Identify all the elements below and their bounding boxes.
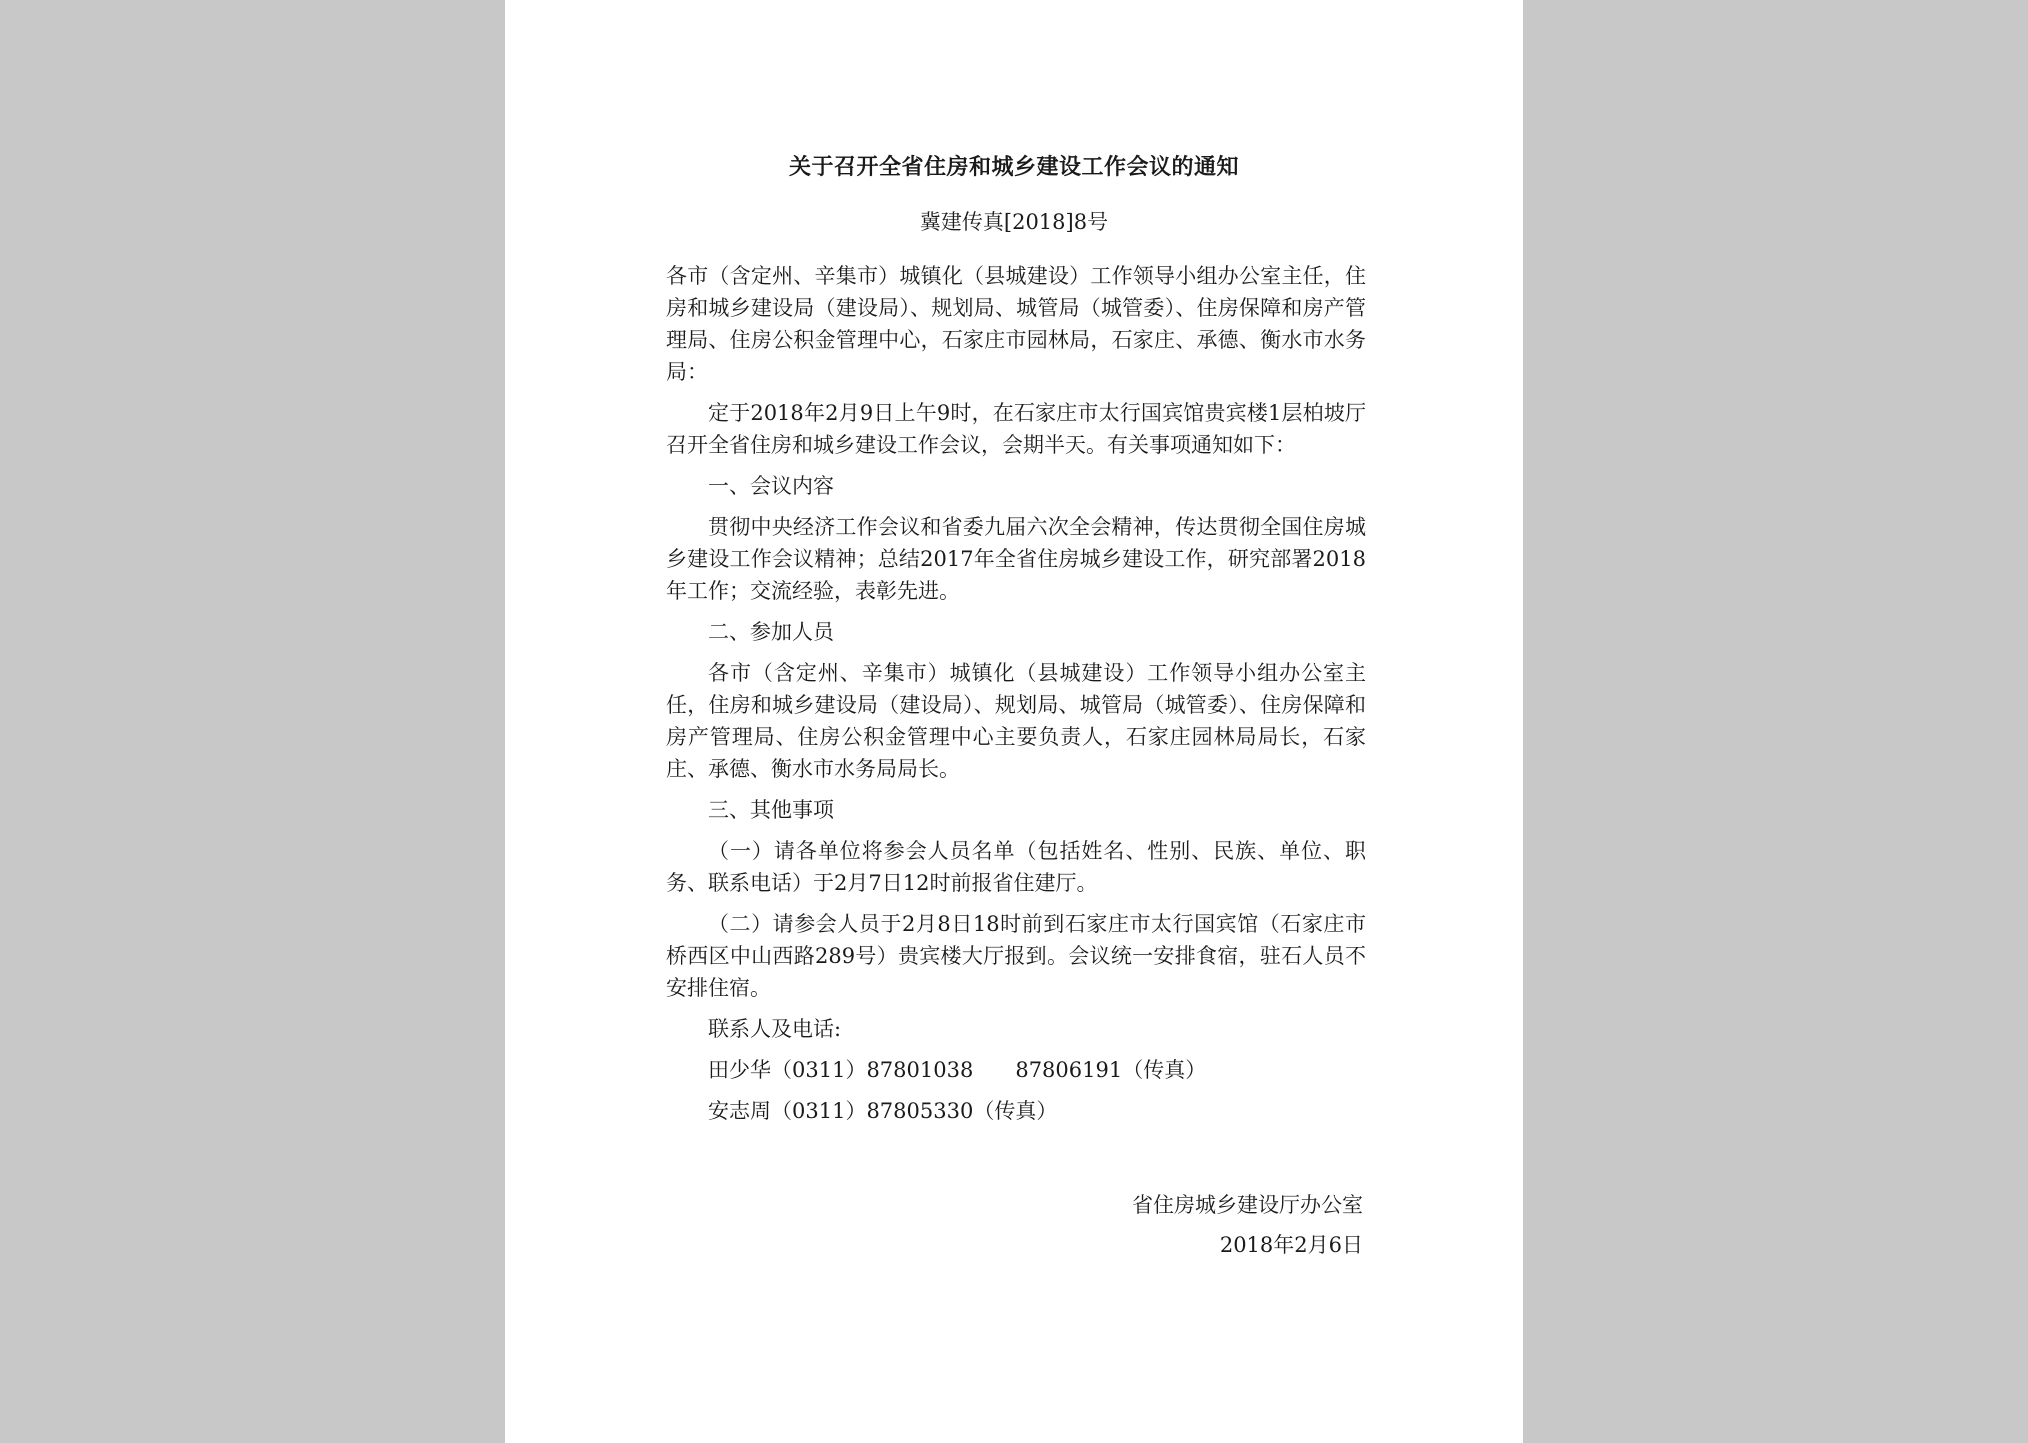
section3-heading: 三、其他事项 [708,798,834,822]
contact-2: 安志周（0311）87805330（传真） [708,1099,1058,1123]
document-number: 冀建传真[2018]8号 [919,210,1109,234]
section2-heading: 二、参加人员 [708,620,834,644]
issue-date: 2018年2月6日 [1219,1233,1363,1257]
section1-heading: 一、会议内容 [708,474,834,498]
document-body [666,260,1366,1136]
contact-1: 田少华（0311）87801038 87806191（传真） [708,1058,1207,1082]
document-page [505,0,1523,1443]
signature-block [1132,1185,1363,1265]
issuer: 省住房城乡建设厅办公室 [1132,1193,1363,1217]
section3-item1: （一）请各单位将参会人员名单（包括姓名、性别、民族、单位、职务、联系电话）于2月7日12时前报省住建厅。 [666,839,1366,895]
section1-text: 贯彻中央经济工作会议和省委九届六次全会精神，传达贯彻全国住房城乡建设工作会议精神；总结2017年全省住房城乡建设工作，研究部署2018年工作；交流经验，表彰先进。 [666,515,1366,603]
document-title: 关于召开全省住房和城乡建设工作会议的通知 [788,154,1239,180]
section2-text: 各市（含定州、辛集市）城镇化（县城建设）工作领导小组办公室主任，住房和城乡建设局（建设局）、规划局、城管局（城管委）、住房保障和房产管理局、住房公积金管理中心主要负责人，石家庄园林局局长，石家庄、承德、衡水市水务局局长。 [666,661,1366,781]
addressee: 各市（含定州、辛集市）城镇化（县城建设）工作领导小组办公室主任，住房和城乡建设局（建设局）、规划局、城管局（城管委）、住房保障和房产管理局、住房公积金管理中心，石家庄市园林局，石家庄、承德、衡水市水务局： [666,264,1366,384]
contact-label: 联系人及电话: [708,1017,842,1041]
section3-item2: （二）请参会人员于2月8日18时前到石家庄市太行国宾馆（石家庄市桥西区中山西路289号）贵宾楼大厅报到。会议统一安排食宿，驻石人员不安排住宿。 [666,912,1366,1000]
intro-paragraph: 定于2018年2月9日上午9时，在石家庄市太行国宾馆贵宾楼1层柏坡厅召开全省住房和城乡建设工作会议，会期半天。有关事项通知如下： [666,401,1366,457]
